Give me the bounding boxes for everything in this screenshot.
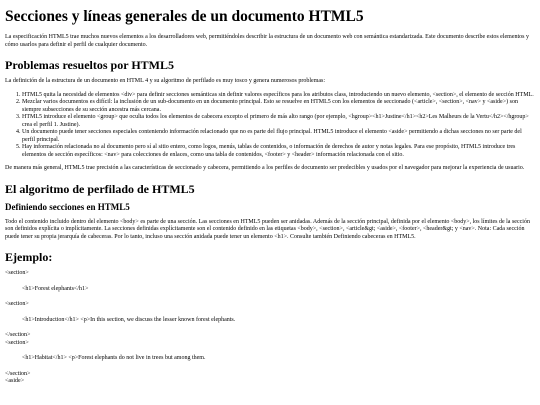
code-line: <h1>Habitat</h1> <p>Forest elephants do not live in trees but among them. <box>22 355 206 361</box>
list-item: 4. Un documento puede tener secciones especiales conteniendo información relacionado que no es parte del flujo principal. HTML5 introduce el elemento <aside> permitiendo a dichas secciones no ser parte del perfil principal. <box>22 129 535 144</box>
code-line: <section> <box>5 339 29 346</box>
algorithm-subheading: Definiendo secciones en HTML5 <box>5 201 130 212</box>
code-line: <section> <box>5 301 29 307</box>
code-line: <aside> <box>5 378 25 384</box>
list-item: 2. Mezclar varios documentos es difícil: la inclusión de un sub-documento en un documento principal. Esto se resuelve en HTML5 con los elementos de seccionado (<article>, <section>, <nav> y <aside>) son siempre subsecciones de su sección ancestra más cercana. <box>22 99 535 114</box>
code-line: </section> <box>5 332 31 338</box>
code-line: </section> <box>5 370 31 377</box>
problems-list <box>5 92 535 160</box>
code-line: <h1>Introduction</h1> <p>In this section, we discuss the lesser known forest elephants. <box>22 316 236 323</box>
intro-paragraph: La especificación HTML5 trae muchos nuevos elementos a los desarrolladores web, permitiéndoles describir la estructura de un documento web con semántica estandarizada. Este documento describe estos elementos y cómo usarlos para definir el perfil de cualquier documento. <box>5 34 529 48</box>
algorithm-heading: El algoritmo de perfilado de HTML5 <box>5 181 195 196</box>
code-line: <h1>Forest elephants</h1> <box>22 285 89 292</box>
problems-lead: La definición de la estructura de un documento en HTML 4 y su algoritmo de perfilado es muy tosco y genera numerosos problemas: <box>5 78 326 84</box>
example-code <box>5 270 535 386</box>
list-item: 1. HTML5 quita la necesidad de elementos <div> para definir secciones semánticas sin definir valores específicos para los atributos class, introduciendo un nuevo elemento, <section>, el elemento de sección HTML. <box>22 92 535 100</box>
list-item: 3. HTML5 introduce el elemento <group> que oculta todos los elementos de cabecera excepto el primero de más alto rango (por ejemplo, <hgroup><h1>Justine</h1><h2>Les Malheurs de la Vertu</h2></hgroup> crea el perfil 1. Justine). <box>22 114 535 129</box>
list-item: 5. Hay información relacionada no al documento pero sí al sitio entero, como logos, menús, tablas de contenidos, o información de derechos de autor y notas legales. Para ese propósito, HTML5 introduce tres elementos de sección específicos: <nav> para colecciones de enlaces, como una tabla de contenidos, <footer> y <header> información relacionada con el sitio. <box>22 144 535 159</box>
page-title: Secciones y líneas generales de un documento HTML5 <box>5 8 364 25</box>
problems-heading: Problemas resueltos por HTML5 <box>5 58 174 72</box>
example-heading: Ejemplo: <box>5 250 53 264</box>
problems-closing: De manera más general, HTML5 trae precisión a las características de seccionado y cabecera, permitiendo a los perfiles de documento ser predecibles y usados por el navegador para mejorar la experiencia de usuario. <box>5 165 525 171</box>
algorithm-body: Todo el contenido incluido dentro del elemento <body> es parte de una sección. Las secciones en HTML5 pueden ser anidadas. Además de la sección principal, definida por el elemento <body>, los límites de la sección son definidos explícita o implícitamente. La secciones definidas explícitamente son el contenido definido en las etiquetas <body>, <section>, <article&gt; <aside>, <footer>, <header&gt; y <nav>. Nota: Cada sección puede tener su propia jerarquía de cabeceras. Por lo tanto, incluso una sección anidada puede tener un elemento <h1>. Consulte también Definiendo cabeceras en HTML5. <box>5 218 530 240</box>
code-line: <section> <box>5 270 29 276</box>
